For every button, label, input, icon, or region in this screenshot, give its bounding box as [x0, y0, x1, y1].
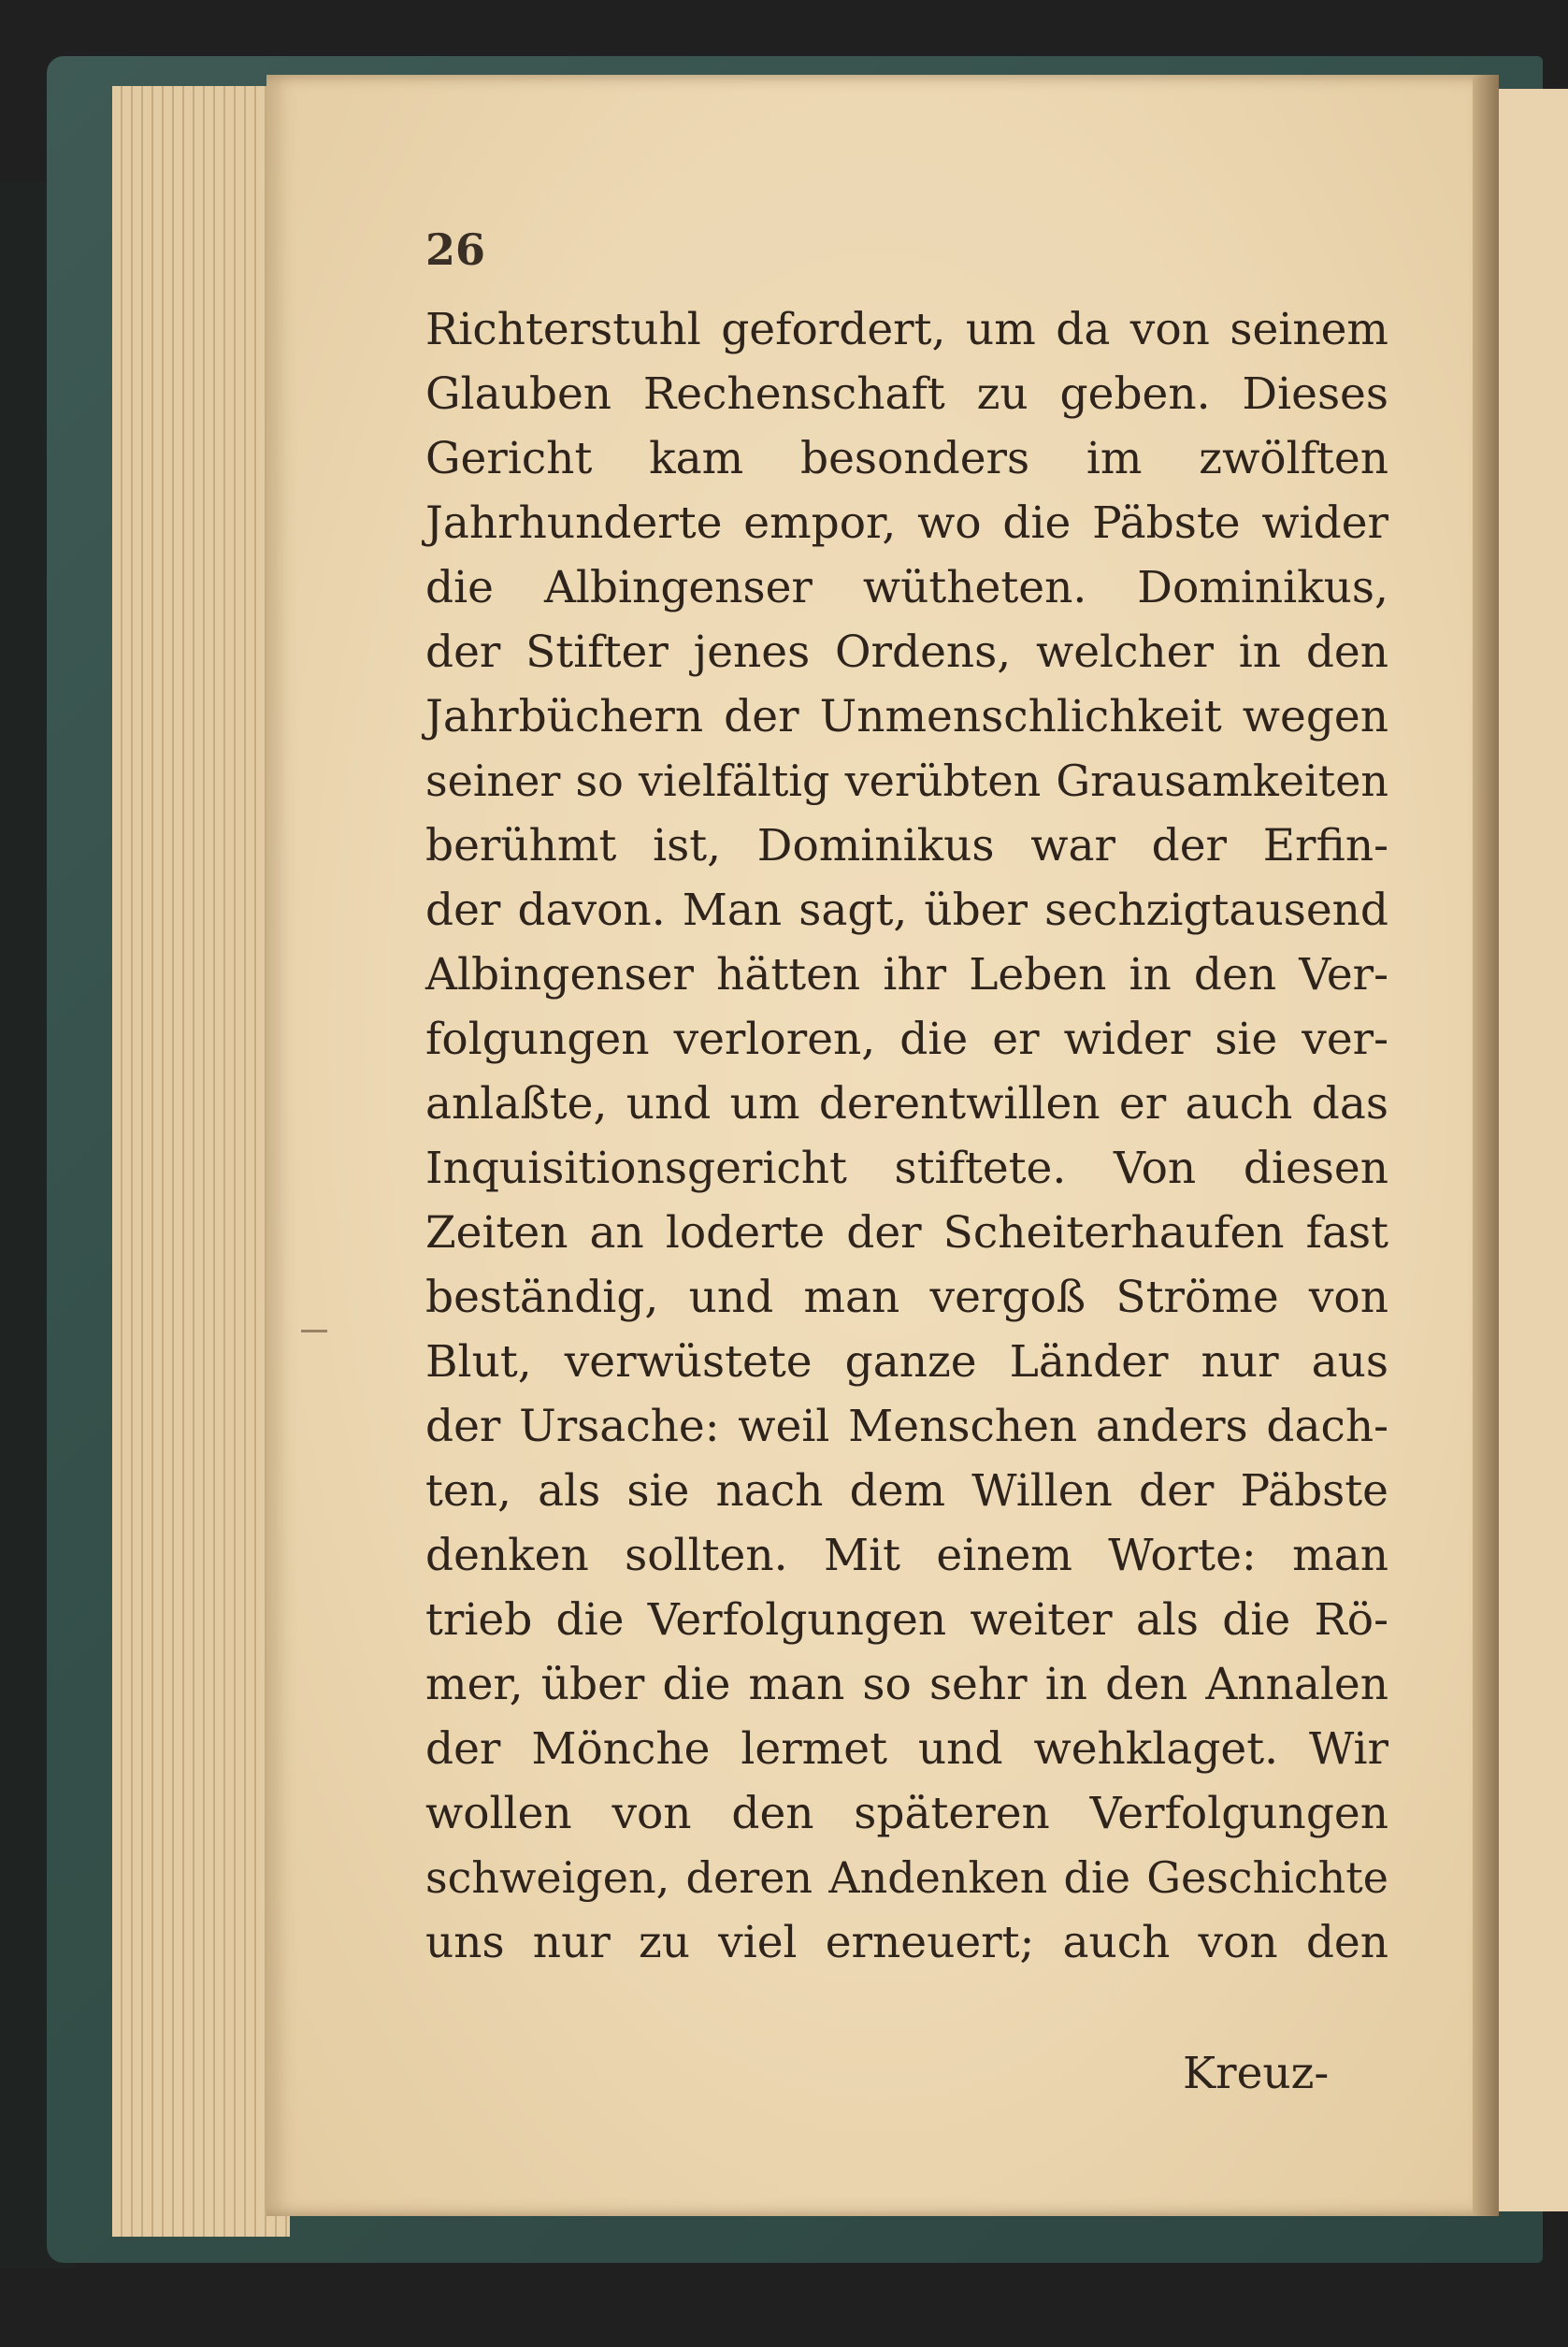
page-gutter	[1473, 75, 1499, 2216]
text-line: Glauben Rechenschaft zu geben. Dieses	[425, 368, 1388, 420]
text-line: der davon. Man sagt, über sechzigtausend	[425, 885, 1388, 936]
text-line: trieb die Verfolgungen weiter als die Rö-	[425, 1594, 1388, 1646]
text-line: der Stifter jenes Ordens, welcher in den	[425, 626, 1388, 678]
text-line: anlaßte, und um derentwillen er auch das	[425, 1078, 1388, 1130]
text-line: Zeiten an loderte der Scheiterhaufen fast	[425, 1207, 1388, 1259]
text-line: folgungen verloren, die er wider sie ver-	[425, 1014, 1388, 1065]
text-line: Gericht kam besonders im zwölften	[425, 433, 1388, 484]
text-line: der Ursache: weil Menschen anders dach-	[425, 1401, 1388, 1452]
text-line: Albingenser hätten ihr Leben in den Ver-	[425, 949, 1388, 1001]
text-line: wollen von den späteren Verfolgungen	[425, 1788, 1388, 1839]
body-text	[425, 297, 1388, 1975]
text-line: Jahrbüchern der Unmenschlichkeit wegen	[425, 691, 1388, 742]
margin-mark	[301, 1330, 327, 1332]
text-line: schweigen, deren Andenken die Geschichte	[425, 1852, 1388, 1903]
text-line: uns nur zu viel erneuert; auch von den	[425, 1917, 1388, 1968]
text-line: beständig, und man vergoß Ströme von	[425, 1272, 1388, 1323]
text-line: der Mönche lermet und wehklaget. Wir	[425, 1723, 1388, 1775]
text-line: Richterstuhl gefordert, um da von seinem	[425, 304, 1388, 355]
page-number: 26	[425, 224, 486, 275]
text-line: die Albingenser wütheten. Dominikus,	[425, 562, 1388, 613]
page-edges	[112, 86, 290, 2237]
text-line: mer, über die man so sehr in den Annalen	[425, 1659, 1388, 1710]
facing-page-edge	[1487, 89, 1568, 2211]
text-line: Blut, verwüstete ganze Länder nur aus	[425, 1336, 1388, 1388]
text-line: Inquisitionsgericht stiftete. Von diesen	[425, 1143, 1388, 1194]
text-line: seiner so vielfältig verübten Grausamkeiten	[425, 756, 1388, 806]
catchword: Kreuz-	[1183, 2048, 1330, 2099]
text-line: berühmt ist, Dominikus war der Erfin-	[425, 820, 1388, 871]
text-line: ten, als sie nach dem Willen der Päbste	[425, 1465, 1388, 1517]
text-line: Jahrhunderte empor, wo die Päbste wider	[425, 497, 1388, 549]
text-line: denken sollten. Mit einem Worte: man	[425, 1530, 1388, 1581]
